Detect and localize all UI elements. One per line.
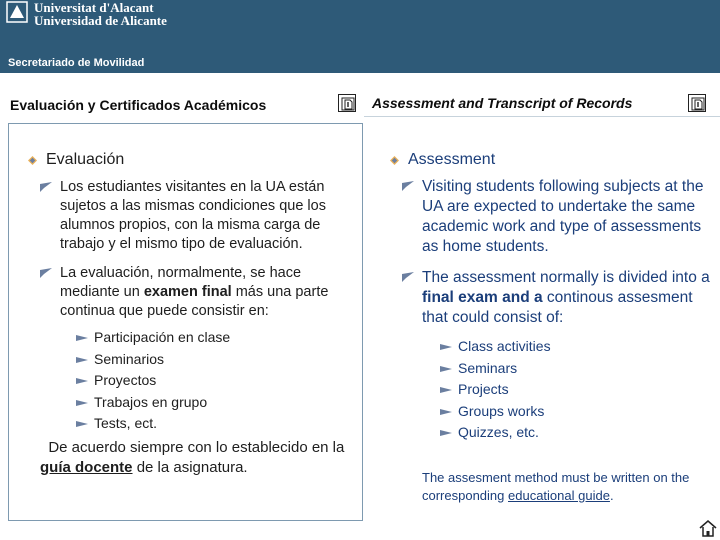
list-item-text: Tests, ect. [94, 415, 158, 431]
diamond-bullet-icon [28, 156, 37, 165]
list-item [94, 370, 230, 392]
list-item-text: Proyectos [94, 372, 157, 388]
left-para2-text-c: más una parte continua que puede consistir en: [60, 284, 329, 319]
list-item [458, 379, 551, 401]
home-icon[interactable] [698, 518, 718, 538]
university-name-es: Universidad de Alicante [34, 13, 167, 28]
right-para2 [422, 268, 716, 328]
document-info-icon[interactable] [338, 94, 356, 112]
left-para1-text: Los estudiantes visitantes en la UA están sujetos a las mismas condiciones que los alumnos propios, con la misma carga de trabajo y el mismo tipo de evaluación. [60, 179, 326, 252]
left-item-list [94, 327, 230, 435]
right-note-text-a: The assesment method must be written on the corresponding [422, 470, 690, 503]
left-column-title: Evaluación y Certificados Académicos [10, 97, 267, 113]
pennant-dash-icon [76, 357, 88, 363]
right-para2-text-a: The assessment normally is divided into a [422, 269, 710, 286]
header-banner [0, 0, 720, 73]
diamond-bullet-icon [390, 156, 399, 165]
right-para2-text-b: final exam and a [422, 289, 543, 306]
list-item-text: Seminars [458, 359, 518, 376]
flag-arrow-icon [40, 268, 52, 278]
right-para1-text: Visiting students following subjects at the UA are expected to undertake the same academic work and type of assessments as home students. [422, 178, 704, 255]
educational-guide-link[interactable]: educational guide [508, 488, 610, 503]
left-para2-text-b: examen final [143, 284, 232, 300]
right-para2-text-c: continous assesment that could consist of: [422, 289, 693, 326]
list-item-text: Seminarios [94, 350, 165, 367]
flag-arrow-icon [40, 182, 52, 192]
list-item [458, 401, 551, 423]
list-item [94, 349, 230, 371]
list-item-text: Trabajos en grupo [94, 393, 208, 410]
document-info-icon[interactable] [688, 94, 706, 112]
left-para2 [60, 264, 358, 321]
column-divider [364, 116, 720, 117]
list-item [94, 392, 230, 414]
pennant-dash-icon [440, 387, 452, 393]
right-column-title: Assessment and Transcript of Records [372, 95, 633, 111]
list-item [458, 422, 551, 444]
pennant-dash-icon [440, 409, 452, 415]
pennant-dash-icon [440, 344, 452, 350]
list-item [94, 327, 230, 349]
list-item-text: Projects [458, 381, 509, 397]
right-note [422, 469, 718, 505]
office-name: Secretariado de Movilidad [8, 57, 145, 69]
pennant-dash-icon [76, 335, 88, 341]
list-item-text: Class activities [458, 338, 551, 354]
right-note-text-c: . [609, 488, 614, 503]
flag-arrow-icon [402, 181, 414, 191]
guia-docente-link[interactable]: guía docente [40, 459, 133, 476]
pennant-dash-icon [76, 378, 88, 384]
university-name-ca: Universitat d'Alacant [34, 0, 154, 15]
list-item-text: Quizzes, etc. [458, 424, 539, 440]
left-heading [46, 151, 124, 169]
left-note-text-c: de la asignatura. [136, 459, 248, 476]
list-item [94, 413, 230, 435]
university-logo-icon [6, 1, 28, 23]
list-item-text: Groups works [458, 402, 545, 419]
right-item-list [458, 336, 551, 444]
pennant-dash-icon [76, 400, 88, 406]
pennant-dash-icon [440, 430, 452, 436]
right-heading-text: Assessment [408, 151, 496, 168]
right-para1 [422, 177, 716, 257]
left-note [40, 438, 360, 478]
pennant-dash-icon [440, 366, 452, 372]
list-item-text: Participación en clase [94, 329, 231, 345]
left-para1 [60, 178, 358, 254]
right-heading [408, 151, 495, 169]
flag-arrow-icon [402, 272, 414, 282]
pennant-dash-icon [76, 421, 88, 427]
left-para2-text-a: La evaluación, normalmente, se hace mediante un [60, 265, 302, 300]
list-item [458, 358, 551, 380]
list-item [458, 336, 551, 358]
left-note-text-a: De acuerdo siempre con lo establecido en la [48, 439, 345, 456]
left-heading-text: Evaluación [46, 151, 125, 168]
